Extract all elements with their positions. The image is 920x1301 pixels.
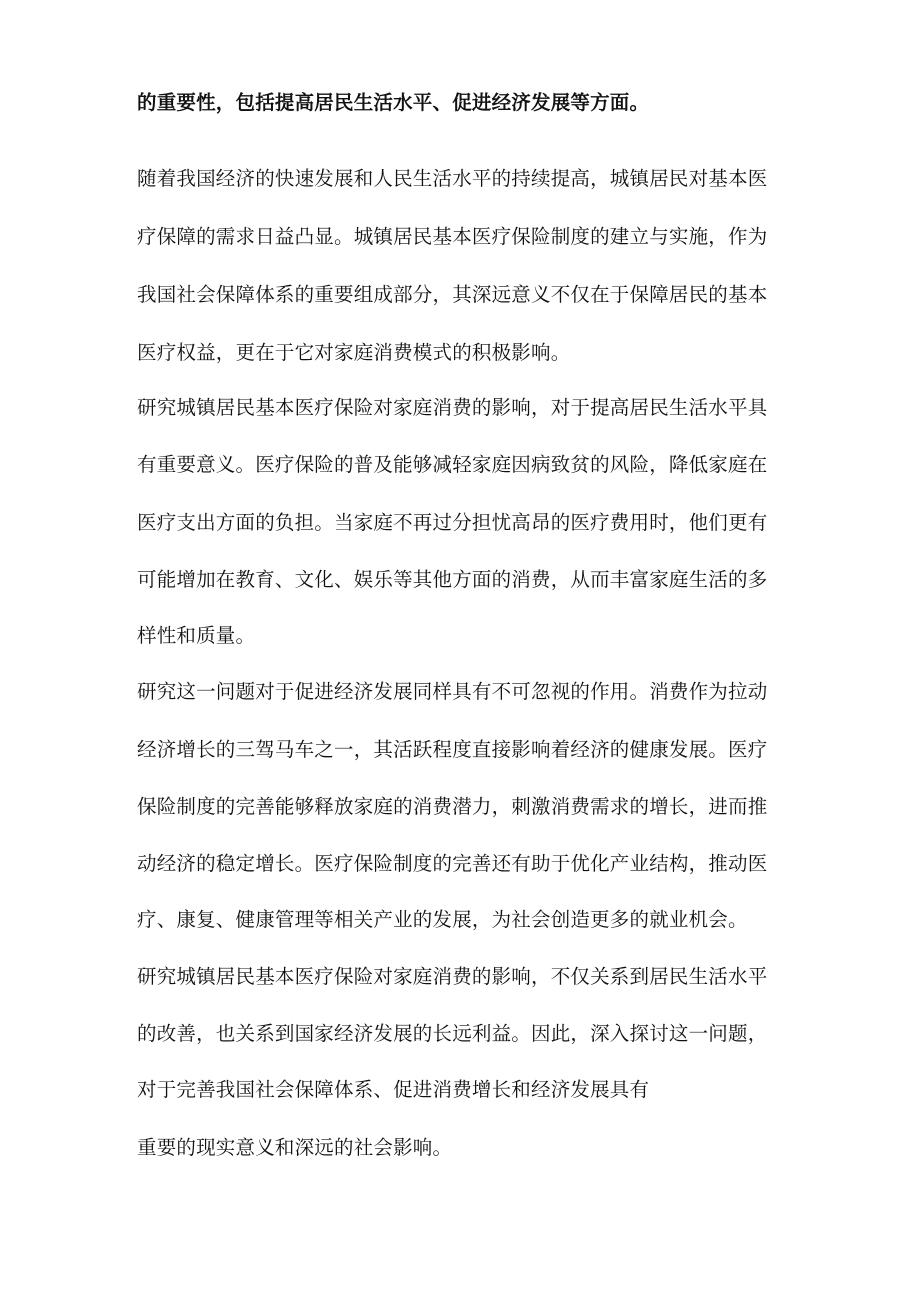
heading-line: 的重要性，包括提高居民生活水平、促进经济发展等方面。 (137, 91, 650, 114)
text-line: 有重要意义。医疗保险的普及能够减轻家庭因病致贫的风险，降低家庭在 (137, 453, 768, 476)
text-line: 疗保障的需求日益凸显。城镇居民基本医疗保险制度的建立与实施，作为 (137, 225, 768, 248)
text-line: 保险制度的完善能够释放家庭的消费潜力，刺激消费需求的增长，进而推 (137, 795, 768, 818)
text-line: 我国社会保障体系的重要组成部分，其深远意义不仅在于保障居民的基本 (137, 283, 768, 306)
text-line: 医疗支出方面的负担。当家庭不再过分担忧高昂的医疗费用时，他们更有 (137, 511, 768, 534)
text-line: 重要的现实意义和深远的社会影响。 (137, 1136, 453, 1159)
text-line: 研究这一问题对于促进经济发展同样具有不可忽视的作用。消费作为拉动 (137, 680, 768, 703)
text-line: 可能增加在教育、文化、娱乐等其他方面的消费，从而丰富家庭生活的多 (137, 568, 768, 591)
text-line: 研究城镇居民基本医疗保险对家庭消费的影响，对于提高居民生活水平具 (137, 396, 768, 419)
text-line: 随着我国经济的快速发展和人民生活水平的持续提高，城镇居民对基本医 (137, 167, 768, 190)
text-line: 动经济的稳定增长。医疗保险制度的完善还有助于优化产业结构，推动医 (137, 852, 768, 875)
text-line: 对于完善我国社会保障体系、促进消费增长和经济发展具有 (137, 1078, 650, 1101)
text-line: 经济增长的三驾马车之一，其活跃程度直接影响着经济的健康发展。医疗 (137, 738, 768, 761)
text-line: 的改善，也关系到国家经济发展的长远利益。因此，深入探讨这一问题， (137, 1022, 768, 1045)
text-line: 样性和质量。 (137, 624, 256, 647)
text-line: 医疗权益，更在于它对家庭消费模式的积极影响。 (137, 341, 571, 364)
text-line: 研究城镇居民基本医疗保险对家庭消费的影响，不仅关系到居民生活水平 (137, 965, 768, 988)
text-line: 疗、康复、健康管理等相关产业的发展，为社会创造更多的就业机会。 (137, 908, 748, 931)
